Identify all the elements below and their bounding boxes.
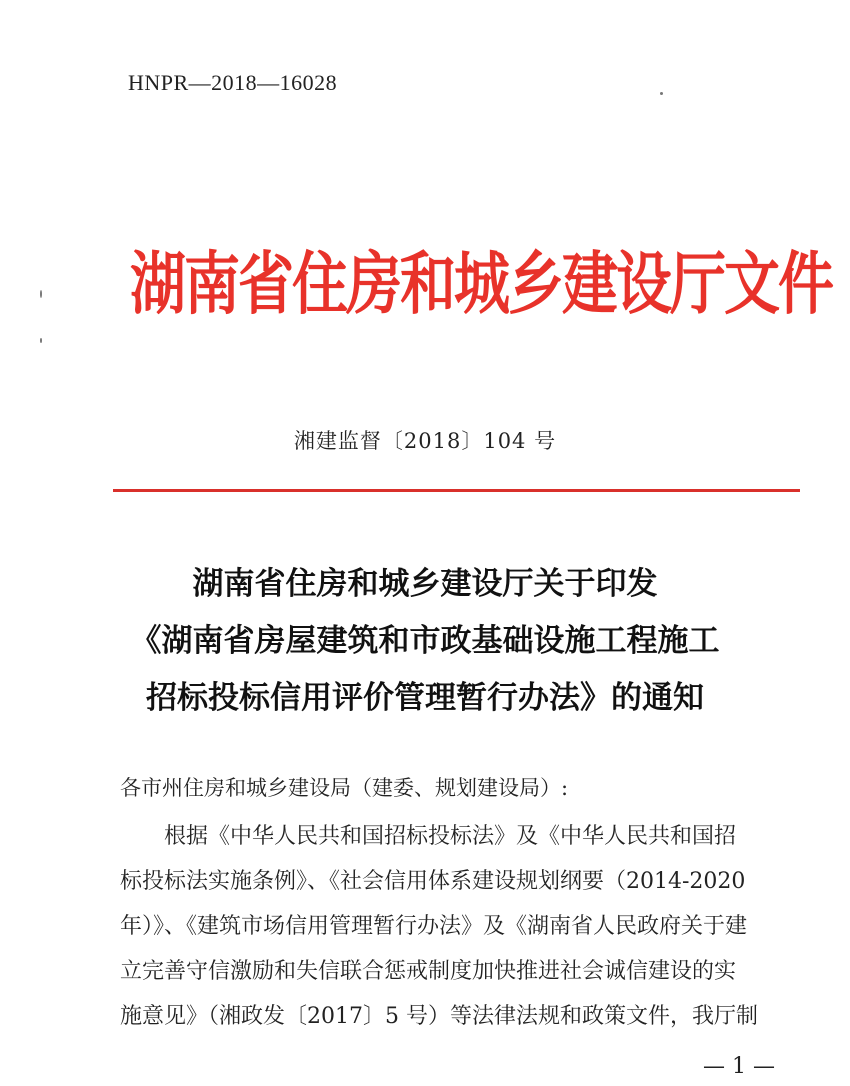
scan-speck xyxy=(660,92,663,95)
body-line: 标投标法实施条例》、《社会信用体系建设规划纲要（2014-2020 xyxy=(120,869,746,894)
red-divider-rule xyxy=(113,489,800,492)
body-line: 年）》、《建筑市场信用管理暂行办法》及《湖南省人民政府关于建 xyxy=(120,914,748,939)
notice-title-line: 《湖南省房屋建筑和市政基础设施工程施工 xyxy=(130,623,720,659)
issuer-title: 湖南省住房和城乡建设厅文件 xyxy=(130,245,832,325)
scan-mark xyxy=(40,290,42,298)
notice-title-line: 招标投标信用评价管理暂行办法》的通知 xyxy=(146,680,704,716)
notice-title-line: 湖南省住房和城乡建设厅关于印发 xyxy=(192,566,658,602)
body-text xyxy=(120,814,810,1039)
page-number: — 1 — xyxy=(703,1054,775,1079)
body-line: 根据《中华人民共和国招标投标法》及《中华人民共和国招 xyxy=(164,824,737,849)
body-line: 立完善守信激励和失信联合惩戒制度加快推进社会诚信建设的实 xyxy=(120,959,737,984)
scan-mark xyxy=(40,338,42,343)
body-line: 施意见》（湘政发〔2017〕5 号）等法律法规和政策文件，我厅制 xyxy=(120,1004,758,1029)
addressee: 各市州住房和城乡建设局（建委、规划建设局）: xyxy=(120,776,569,800)
notice-title xyxy=(0,556,850,727)
document-code: HNPR—2018—16028 xyxy=(128,70,338,95)
document-number: 湘建监督〔2018〕104 号 xyxy=(293,429,557,453)
